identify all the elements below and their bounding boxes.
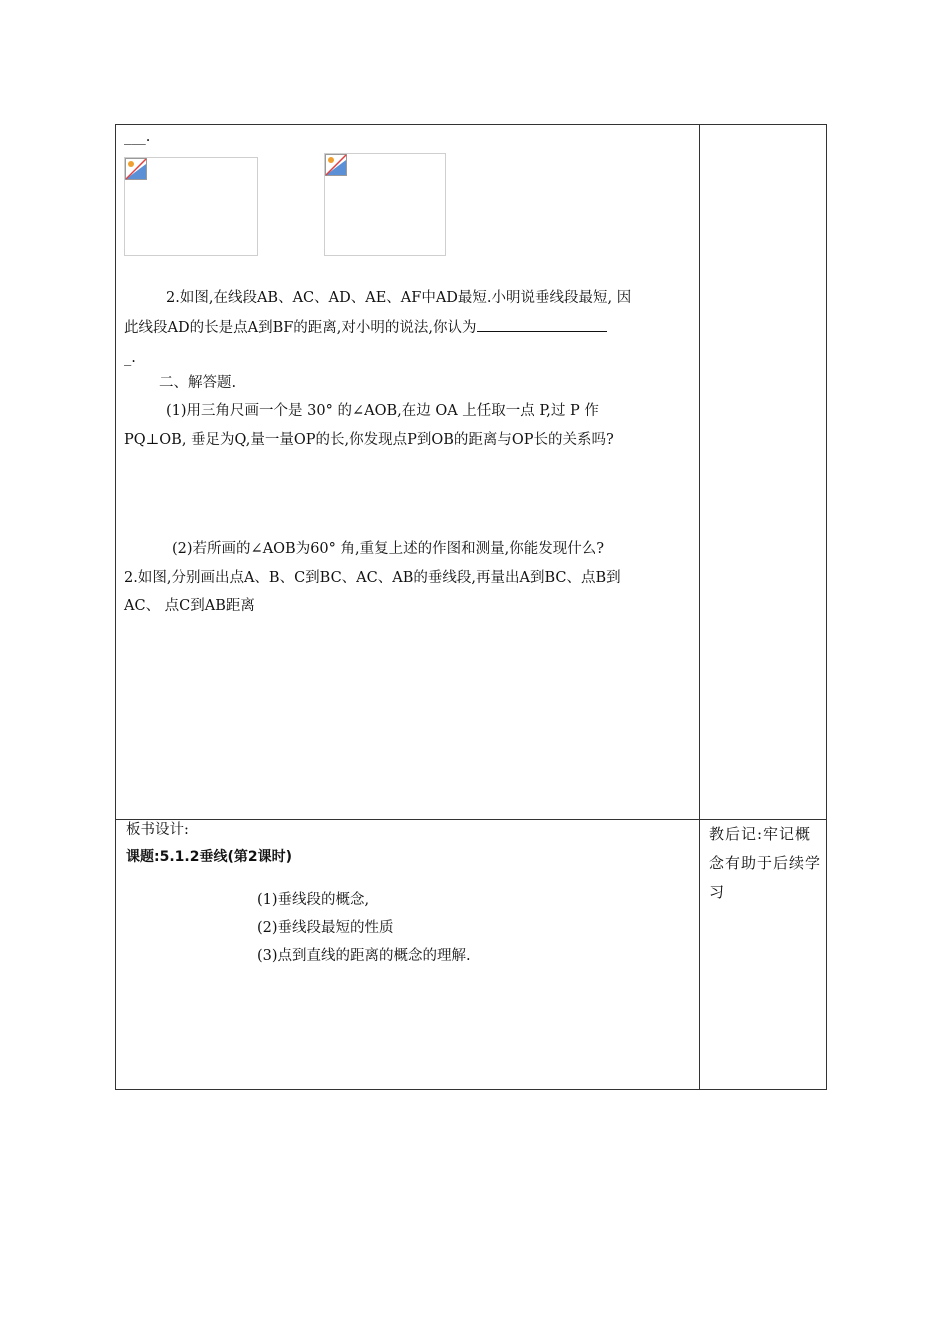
answer-blank (477, 331, 607, 332)
board-label: 板书设计: (126, 822, 189, 838)
lesson-table (115, 124, 827, 1090)
problem-3-line-1: 2.如图,分别画出点A、B、C到BC、AC、AB的垂线段,再量出A到BC、点B到 (124, 570, 621, 586)
figure-placeholder-2 (324, 153, 446, 256)
board-item-3: (3)点到直线的距离的概念的理解. (257, 948, 471, 964)
board-design-cell (116, 820, 699, 1090)
problem-3-line-2: AC、 点C到AB距离 (124, 598, 255, 614)
question-2-line-2: 此线段AD的长是点A到BF的距离,对小明的说法,你认为 (124, 318, 607, 338)
exercise-cell (116, 125, 699, 819)
problem-1-line-2: PQ⊥OB, 垂足为Q,量一量OP的长,你发现点P到OB的距离与OP长的关系吗? (124, 432, 614, 448)
top-blank: ___. (124, 129, 151, 145)
side-notes-cell (700, 125, 827, 819)
board-item-2: (2)垂线段最短的性质 (257, 920, 394, 936)
figure-placeholder-1 (124, 157, 258, 256)
board-title: 课题:5.1.2垂线(第2课时) (126, 849, 292, 865)
broken-image-icon (125, 158, 147, 180)
problem-2: (2)若所画的∠AOB为60° 角,重复上述的作图和测量,你能发现什么? (172, 541, 605, 557)
broken-image-icon (325, 154, 347, 176)
board-item-1: (1)垂线段的概念, (257, 892, 370, 908)
question-2-line-1: 2.如图,在线段AB、AC、AD、AE、AF中AD最短.小明说垂线段最短, 因 (166, 290, 632, 306)
reflection-text: 教后记:牢记概念有助于后续学习 (709, 825, 822, 901)
section-title: 二、解答题. (159, 375, 237, 391)
reflection-cell (700, 820, 826, 1090)
problem-1-line-1: (1)用三角尺画一个是 30° 的∠AOB,在边 OA 上任取一点 P,过 P 作 (166, 403, 599, 419)
question-2-line-3: _. (124, 350, 136, 366)
